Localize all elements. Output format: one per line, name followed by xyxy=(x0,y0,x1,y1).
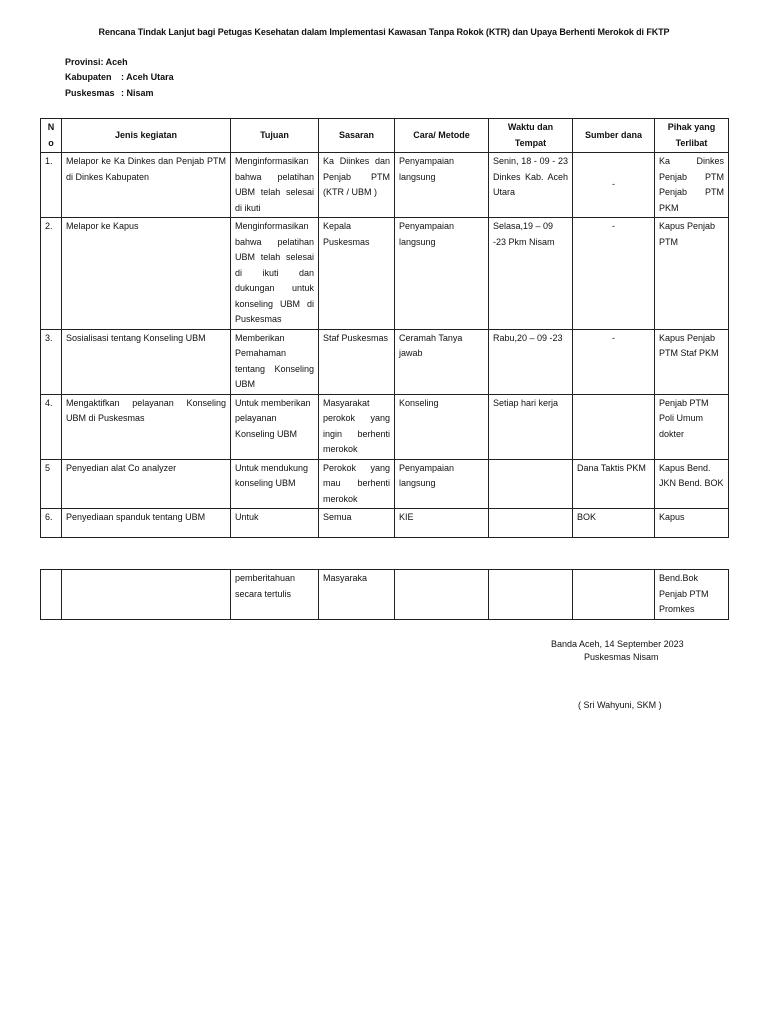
cell-pihak: Kapus Bend. JKN Bend. BOK xyxy=(655,459,729,509)
cell-sasaran: Semua xyxy=(319,509,395,538)
table-row xyxy=(41,218,729,330)
cell-jenis: Melapor ke Kapus xyxy=(62,218,231,330)
cell-pihak: Kapus Penjab PTM Staf PKM xyxy=(655,329,729,394)
puskesmas-label: Puskesmas xyxy=(65,88,115,98)
cell-cara: KIE xyxy=(395,509,489,538)
cell-no: 5 xyxy=(41,459,62,509)
cell-sumber xyxy=(573,394,655,459)
activity-table xyxy=(40,118,729,538)
cell-cara: Penyampaian langsung xyxy=(395,218,489,330)
cell-no: 3. xyxy=(41,329,62,394)
cell-sumber: - xyxy=(573,329,655,394)
cell-pihak: Penjab PTM Poli Umum dokter xyxy=(655,394,729,459)
cell-waktu xyxy=(489,570,573,620)
cell-waktu xyxy=(489,509,573,538)
header-jenis: Jenis kegiatan xyxy=(62,119,231,153)
cell-jenis: Mengaktifkan pelayanan Konseling UBM di Puskesmas xyxy=(62,394,231,459)
table-row xyxy=(41,459,729,509)
cell-tujuan: Untuk mendukung konseling UBM xyxy=(231,459,319,509)
cell-pihak: Ka Dinkes Penjab PTM Penjab PTM PKM xyxy=(655,153,729,218)
cell-sasaran: Masyaraka xyxy=(319,570,395,620)
table-row xyxy=(41,509,729,538)
kabupaten-line xyxy=(65,72,174,82)
cell-no: 6. xyxy=(41,509,62,538)
table-row xyxy=(41,153,729,218)
cell-tujuan: Memberikan Pemahaman tentang Konseling UBM xyxy=(231,329,319,394)
header-sumber: Sumber dana xyxy=(573,119,655,153)
document-title: Rencana Tindak Lanjut bagi Petugas Kesehatan dalam Implementasi Kawasan Tanpa Rokok (KTR) dan Upaya Berhenti Merokok di FKTP xyxy=(98,27,670,37)
table-row xyxy=(41,394,729,459)
cell-waktu xyxy=(489,459,573,509)
cell-jenis: Sosialisasi tentang Konseling UBM xyxy=(62,329,231,394)
signature-name: ( Sri Wahyuni, SKM ) xyxy=(578,700,662,710)
cell-sasaran: Masyarakat perokok yang ingin berhenti merokok xyxy=(319,394,395,459)
cell-sumber: Dana Taktis PKM xyxy=(573,459,655,509)
cell-waktu: Setiap hari kerja xyxy=(489,394,573,459)
puskesmas-line xyxy=(65,88,154,98)
cell-jenis: Melapor ke Ka Dinkes dan Penjab PTM di Dinkes Kabupaten xyxy=(62,153,231,218)
header-no: N o xyxy=(41,119,62,153)
header-waktu: Waktu dan Tempat xyxy=(489,119,573,153)
cell-no: 2. xyxy=(41,218,62,330)
signature-org: Puskesmas Nisam xyxy=(584,652,659,662)
cell-jenis: Penyediaan spanduk tentang UBM xyxy=(62,509,231,538)
cell-tujuan: pemberitahuan secara tertulis xyxy=(231,570,319,620)
cell-sasaran: Staf Puskesmas xyxy=(319,329,395,394)
cell-tujuan: Menginformasikan bahwa pelatihan UBM telah selesai di ikuti xyxy=(231,153,319,218)
cell-jenis: Penyedian alat Co analyzer xyxy=(62,459,231,509)
header-pihak: Pihak yang Terlibat xyxy=(655,119,729,153)
cell-no: 4. xyxy=(41,394,62,459)
cell-cara: Konseling xyxy=(395,394,489,459)
cell-tujuan: Menginformasikan bahwa pelatihan UBM telah selesai di ikuti dan dukungan untuk konseling UBM di Puskesmas xyxy=(231,218,319,330)
cell-pihak: Kapus Penjab PTM xyxy=(655,218,729,330)
cell-cara xyxy=(395,570,489,620)
table-row xyxy=(41,570,729,620)
cell-cara: Penyampaian langsung xyxy=(395,153,489,218)
cell-waktu: Senin, 18 - 09 - 23 Dinkes Kab. Aceh Utara xyxy=(489,153,573,218)
signature-place-date: Banda Aceh, 14 September 2023 xyxy=(551,639,684,649)
header-tujuan: Tujuan xyxy=(231,119,319,153)
cell-sumber xyxy=(573,570,655,620)
cell-no xyxy=(41,570,62,620)
cell-waktu: Selasa,19 – 09 -23 Pkm Nisam xyxy=(489,218,573,330)
cell-no: 1. xyxy=(41,153,62,218)
cell-sasaran: Ka Diinkes dan Penjab PTM (KTR / UBM ) xyxy=(319,153,395,218)
cell-sumber: - xyxy=(573,218,655,330)
cell-cara: Ceramah Tanya jawab xyxy=(395,329,489,394)
header-sasaran: Sasaran xyxy=(319,119,395,153)
cell-pihak: Kapus xyxy=(655,509,729,538)
cell-sasaran: Kepala Puskesmas xyxy=(319,218,395,330)
cell-cara: Penyampaian langsung xyxy=(395,459,489,509)
activity-table-continuation xyxy=(40,569,729,620)
cell-sumber: BOK xyxy=(573,509,655,538)
kabupaten-value: : Aceh Utara xyxy=(121,72,174,82)
kabupaten-label: Kabupaten xyxy=(65,72,112,82)
header-cara: Cara/ Metode xyxy=(395,119,489,153)
table-row xyxy=(41,329,729,394)
provinsi-text: Provinsi: Aceh xyxy=(65,57,128,67)
table-header-row xyxy=(41,119,729,153)
cell-sasaran: Perokok yang mau berhenti merokok xyxy=(319,459,395,509)
cell-waktu: Rabu,20 – 09 -23 xyxy=(489,329,573,394)
cell-tujuan: Untuk xyxy=(231,509,319,538)
cell-pihak: Bend.Bok Penjab PTM Promkes xyxy=(655,570,729,620)
cell-tujuan: Untuk memberikan pelayanan Konseling UBM xyxy=(231,394,319,459)
puskesmas-value: : Nisam xyxy=(121,88,154,98)
cell-jenis xyxy=(62,570,231,620)
provinsi-line xyxy=(65,57,128,67)
cell-sumber: - xyxy=(573,153,655,218)
